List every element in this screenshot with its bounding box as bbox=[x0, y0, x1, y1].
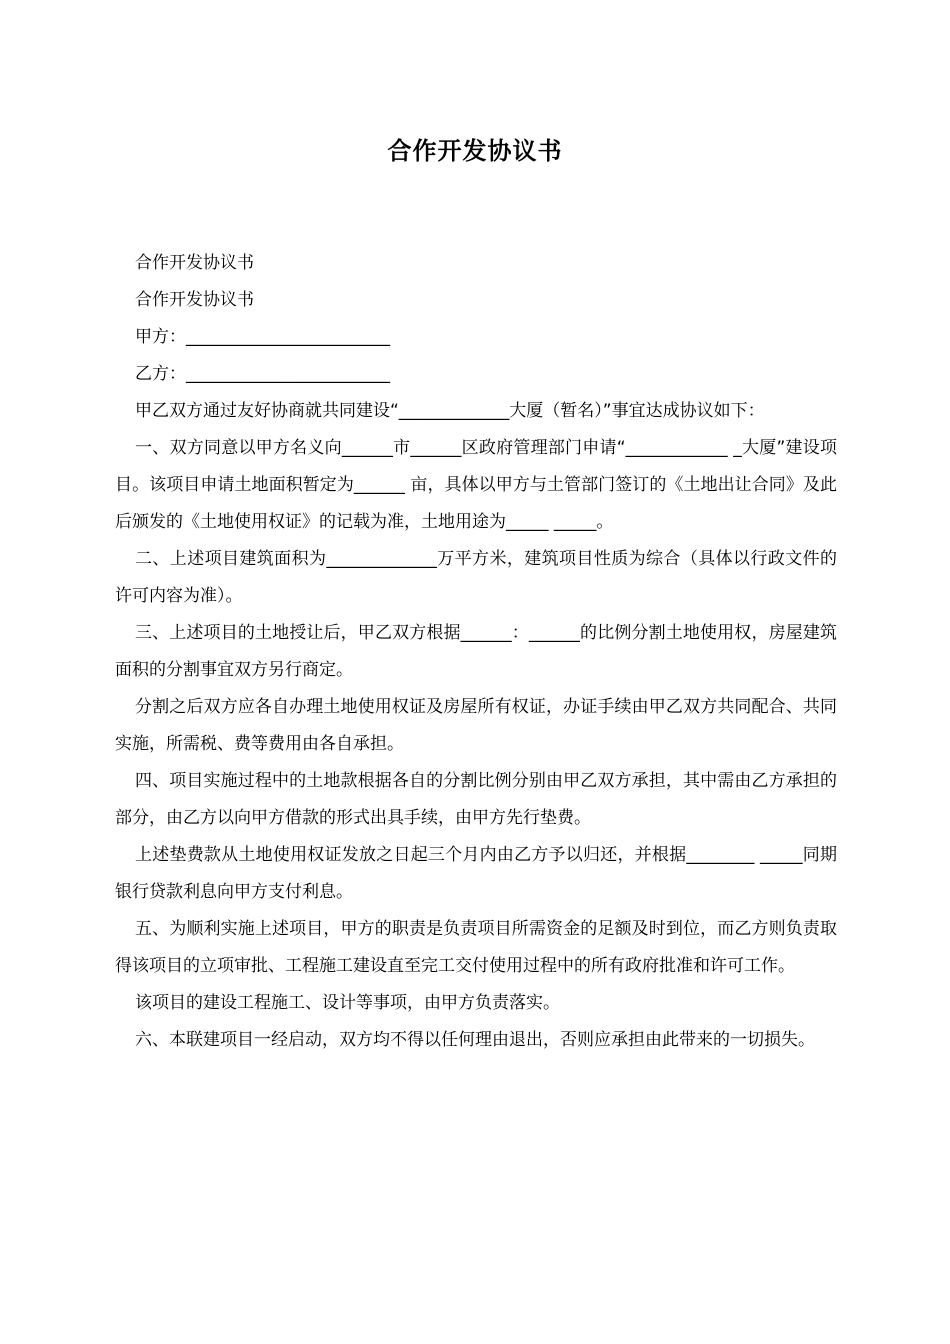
clause-6: 六、本联建项目一经启动，双方均不得以任何理由退出，否则应承担由此带来的一切损失。 bbox=[135, 1030, 815, 1050]
clause-3: 三、上述项目的土地授让后，甲乙双方根据______：______的比例分割土地使用权，房屋建筑面积的分割事宜双方另行商定。 bbox=[115, 623, 837, 680]
clause-4-note: 上述垫费款从土地使用权证发放之日起三个月内由乙方予以归还，并根据________ _____同期银行贷款利息向甲方支付利息。 bbox=[115, 845, 837, 902]
paragraph-heading-2: 合作开发协议书 bbox=[135, 290, 254, 310]
clause-4: 四、项目实施过程中的土地款根据各自的分割比例分别由甲乙双方承担，其中需由乙方承担的部分，由乙方以向甲方借款的形式出具手续，由甲方先行垫费。 bbox=[115, 771, 837, 828]
clause-3-note: 分割之后双方应各自办理土地使用权证及房屋所有权证，办证手续由甲乙双方共同配合、共同实施，所需税、费等费用由各自承担。 bbox=[115, 697, 837, 754]
document-body bbox=[115, 245, 837, 1059]
document-title: 合作开发协议书 bbox=[387, 137, 563, 165]
clause-5-note: 该项目的建设工程施工、设计等事项，由甲方负责落实。 bbox=[135, 993, 560, 1013]
party-a-line: 甲方：________________________ bbox=[135, 327, 390, 347]
paragraph-heading-1: 合作开发协议书 bbox=[135, 253, 254, 273]
clause-5: 五、为顺利实施上述项目，甲方的职责是负责项目所需资金的足额及时到位，而乙方则负责取得该项目的立项审批、工程施工建设直至完工交付使用过程中的所有政府批准和许可工作。 bbox=[115, 919, 837, 976]
clause-1: 一、双方同意以甲方名义向______市______区政府管理部门申请“____________ _大厦”建设项目。该项目申请土地面积暂定为______ 亩，具体以甲方与土管部门签订的《土地出让合同》及此后颁发的《土地使用权证》的记载为准，土地用途为_____ _____。 bbox=[115, 438, 837, 532]
clause-2: 二、上述项目建筑面积为_____________万平方米，建筑项目性质为综合（具体以行政文件的许可内容为准）。 bbox=[115, 549, 837, 606]
party-b-line: 乙方：________________________ bbox=[135, 364, 390, 384]
paragraph-intro: 甲乙双方通过友好协商就共同建设“_____________大厦（暂名）”事宜达成协议如下： bbox=[135, 401, 765, 421]
